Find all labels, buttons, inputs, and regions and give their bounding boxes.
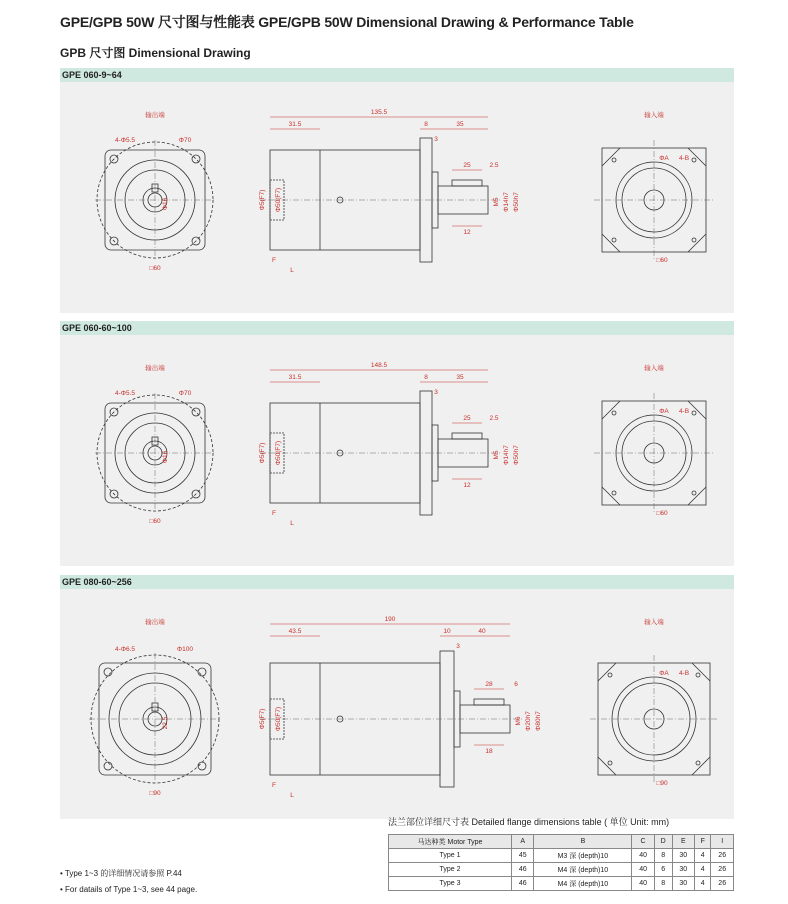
bolt-holes-label: 4-Φ6.5	[114, 646, 136, 653]
pcd-label: Φ100	[176, 646, 194, 653]
input-b-label: 4-B	[678, 670, 690, 677]
input-end-label: 输入端	[644, 619, 664, 626]
bolt-holes-label: 4-Φ5.5	[114, 137, 136, 144]
dim-shaft-length: 40	[478, 628, 486, 635]
table-cell: 4	[695, 863, 711, 877]
note-cn: • Type 1~3 的详细情况请参照 P.44	[60, 869, 182, 878]
bolt-holes-label: 4-Φ5.5	[114, 390, 136, 397]
output-shaft-dia-label: Φ16	[162, 197, 169, 211]
dim-body-diameter: Φ5(F7)	[259, 442, 266, 464]
table-header: E	[672, 835, 695, 849]
table-cell: 4	[695, 849, 711, 863]
dimensional-drawing	[60, 589, 734, 819]
input-b-label: 4-B	[678, 408, 690, 415]
table-row	[389, 863, 734, 877]
drawing-section-3	[60, 575, 734, 819]
section-model-header: GPE 060-9~64	[60, 68, 734, 82]
dim-total-length: 135.5	[370, 109, 388, 116]
dim-key-length: 25	[463, 162, 471, 169]
input-end-label: 输入端	[644, 365, 664, 372]
pcd-label: Φ70	[178, 137, 192, 144]
dim-key-offset: 2.5	[489, 162, 499, 169]
table-header: F	[695, 835, 711, 849]
table-cell: 30	[672, 849, 695, 863]
output-square-label: □60	[149, 518, 161, 525]
output-end-label: 输出端	[145, 365, 165, 372]
table-header: C	[632, 835, 655, 849]
dim-l: L	[290, 520, 294, 527]
table-cell: 40	[632, 877, 655, 891]
table-header: I	[711, 835, 734, 849]
dim-shaft-d: 12	[463, 229, 471, 236]
dim-thread: M6	[515, 716, 522, 726]
output-end-label: 输出端	[145, 112, 165, 119]
flange-table-title: 法兰部位详细尺寸表 Detailed flange dimensions table ( 单位 Unit: mm)	[388, 817, 670, 827]
dim-shaft-step: 3	[456, 643, 460, 650]
dim-body-length: 31.5	[288, 121, 302, 128]
dim-f: F	[272, 510, 276, 517]
dim-flange-dia-2: Φ80h7	[535, 711, 542, 731]
input-square-label: □60	[656, 257, 668, 264]
dimensional-drawing	[60, 335, 734, 566]
input-a-label: ΦA	[659, 408, 669, 415]
dim-flange-dia: Φ20h7	[525, 711, 532, 731]
dim-flange-dia: Φ14h7	[503, 445, 510, 465]
table-cell: 26	[711, 877, 734, 891]
page-subtitle: GPB 尺寸图 Dimensional Drawing	[60, 46, 251, 60]
input-a-label: ΦA	[659, 155, 669, 162]
table-cell: Type 2	[389, 863, 512, 877]
table-cell: 45	[511, 849, 534, 863]
dim-pilot-diameter: Φ50(F7)	[275, 706, 282, 732]
table-cell: 46	[511, 877, 534, 891]
table-cell: 46	[511, 863, 534, 877]
dim-f: F	[272, 257, 276, 264]
dim-body-diameter: Φ5(F7)	[259, 708, 266, 730]
input-b-label: 4-B	[678, 155, 690, 162]
dim-key-length: 25	[463, 415, 471, 422]
table-cell: 40	[632, 849, 655, 863]
dimensional-drawing	[60, 82, 734, 313]
table-cell: 30	[672, 877, 695, 891]
dim-thread: M5	[493, 197, 500, 207]
table-header: 马达种类 Motor Type	[389, 835, 512, 849]
dim-total-length: 148.5	[370, 362, 388, 369]
table-cell: 26	[711, 863, 734, 877]
table-header: B	[534, 835, 632, 849]
table-cell: Type 3	[389, 877, 512, 891]
table-row	[389, 877, 734, 891]
output-end-label: 输出端	[145, 619, 165, 626]
dim-f: F	[272, 782, 276, 789]
table-cell: 26	[711, 849, 734, 863]
dim-flange-dia-2: Φ50h7	[513, 445, 520, 465]
drawing-section-2	[60, 321, 734, 566]
dim-flange-width: 8	[424, 121, 428, 128]
table-cell: 40	[632, 863, 655, 877]
table-cell: 6	[654, 863, 672, 877]
dim-total-length: 190	[384, 616, 396, 623]
dim-flange-width: 10	[443, 628, 451, 635]
table-cell: Type 1	[389, 849, 512, 863]
notes	[60, 866, 197, 898]
dim-shaft-d: 12	[463, 482, 471, 489]
dim-flange-width: 8	[424, 374, 428, 381]
dim-l: L	[290, 792, 294, 799]
note-en: • For datails of Type 1~3, see 44 page.	[60, 885, 198, 894]
output-square-label: □90	[149, 790, 161, 797]
input-end-label: 输入端	[644, 112, 664, 119]
dim-l: L	[290, 267, 294, 274]
dim-pilot-diameter: Φ50(F7)	[275, 440, 282, 466]
dim-pilot-diameter: Φ50(F7)	[275, 187, 282, 213]
flange-table	[388, 834, 734, 891]
table-cell: 8	[654, 877, 672, 891]
drawing-section-1	[60, 68, 734, 313]
dim-body-length: 43.5	[288, 628, 302, 635]
page-title: GPE/GPB 50W 尺寸图与性能表 GPE/GPB 50W Dimensional Drawing & Performance Table	[60, 14, 634, 30]
dim-thread: M5	[493, 450, 500, 460]
output-shaft-dia-label: 22.5	[162, 716, 169, 730]
table-cell: 4	[695, 877, 711, 891]
dim-flange-dia: Φ14h7	[503, 192, 510, 212]
table-cell: M4 深 (depth)10	[534, 863, 632, 877]
dim-key-offset: 2.5	[489, 415, 499, 422]
output-square-label: □60	[149, 265, 161, 272]
dim-shaft-length: 35	[456, 121, 464, 128]
input-square-label: □60	[656, 510, 668, 517]
dim-body-length: 31.5	[288, 374, 302, 381]
dim-shaft-d: 18	[485, 748, 493, 755]
section-model-header: GPE 080-60~256	[60, 575, 734, 589]
table-cell: 30	[672, 863, 695, 877]
output-shaft-dia-label: Φ16	[162, 450, 169, 464]
table-cell: M4 深 (depth)10	[534, 877, 632, 891]
input-square-label: □90	[656, 780, 668, 787]
table-cell: 8	[654, 849, 672, 863]
table-row	[389, 849, 734, 863]
dim-key-length: 28	[485, 681, 493, 688]
dim-key-offset: 6	[514, 681, 518, 688]
input-a-label: ΦA	[659, 670, 669, 677]
dim-body-diameter: Φ5(F7)	[259, 189, 266, 211]
dim-shaft-length: 35	[456, 374, 464, 381]
section-model-header: GPE 060-60~100	[60, 321, 734, 335]
pcd-label: Φ70	[178, 390, 192, 397]
dim-shaft-step: 3	[434, 389, 438, 396]
table-header: D	[654, 835, 672, 849]
dim-flange-dia-2: Φ50h7	[513, 192, 520, 212]
table-header: A	[511, 835, 534, 849]
table-cell: M3 深 (depth)10	[534, 849, 632, 863]
dim-shaft-step: 3	[434, 136, 438, 143]
